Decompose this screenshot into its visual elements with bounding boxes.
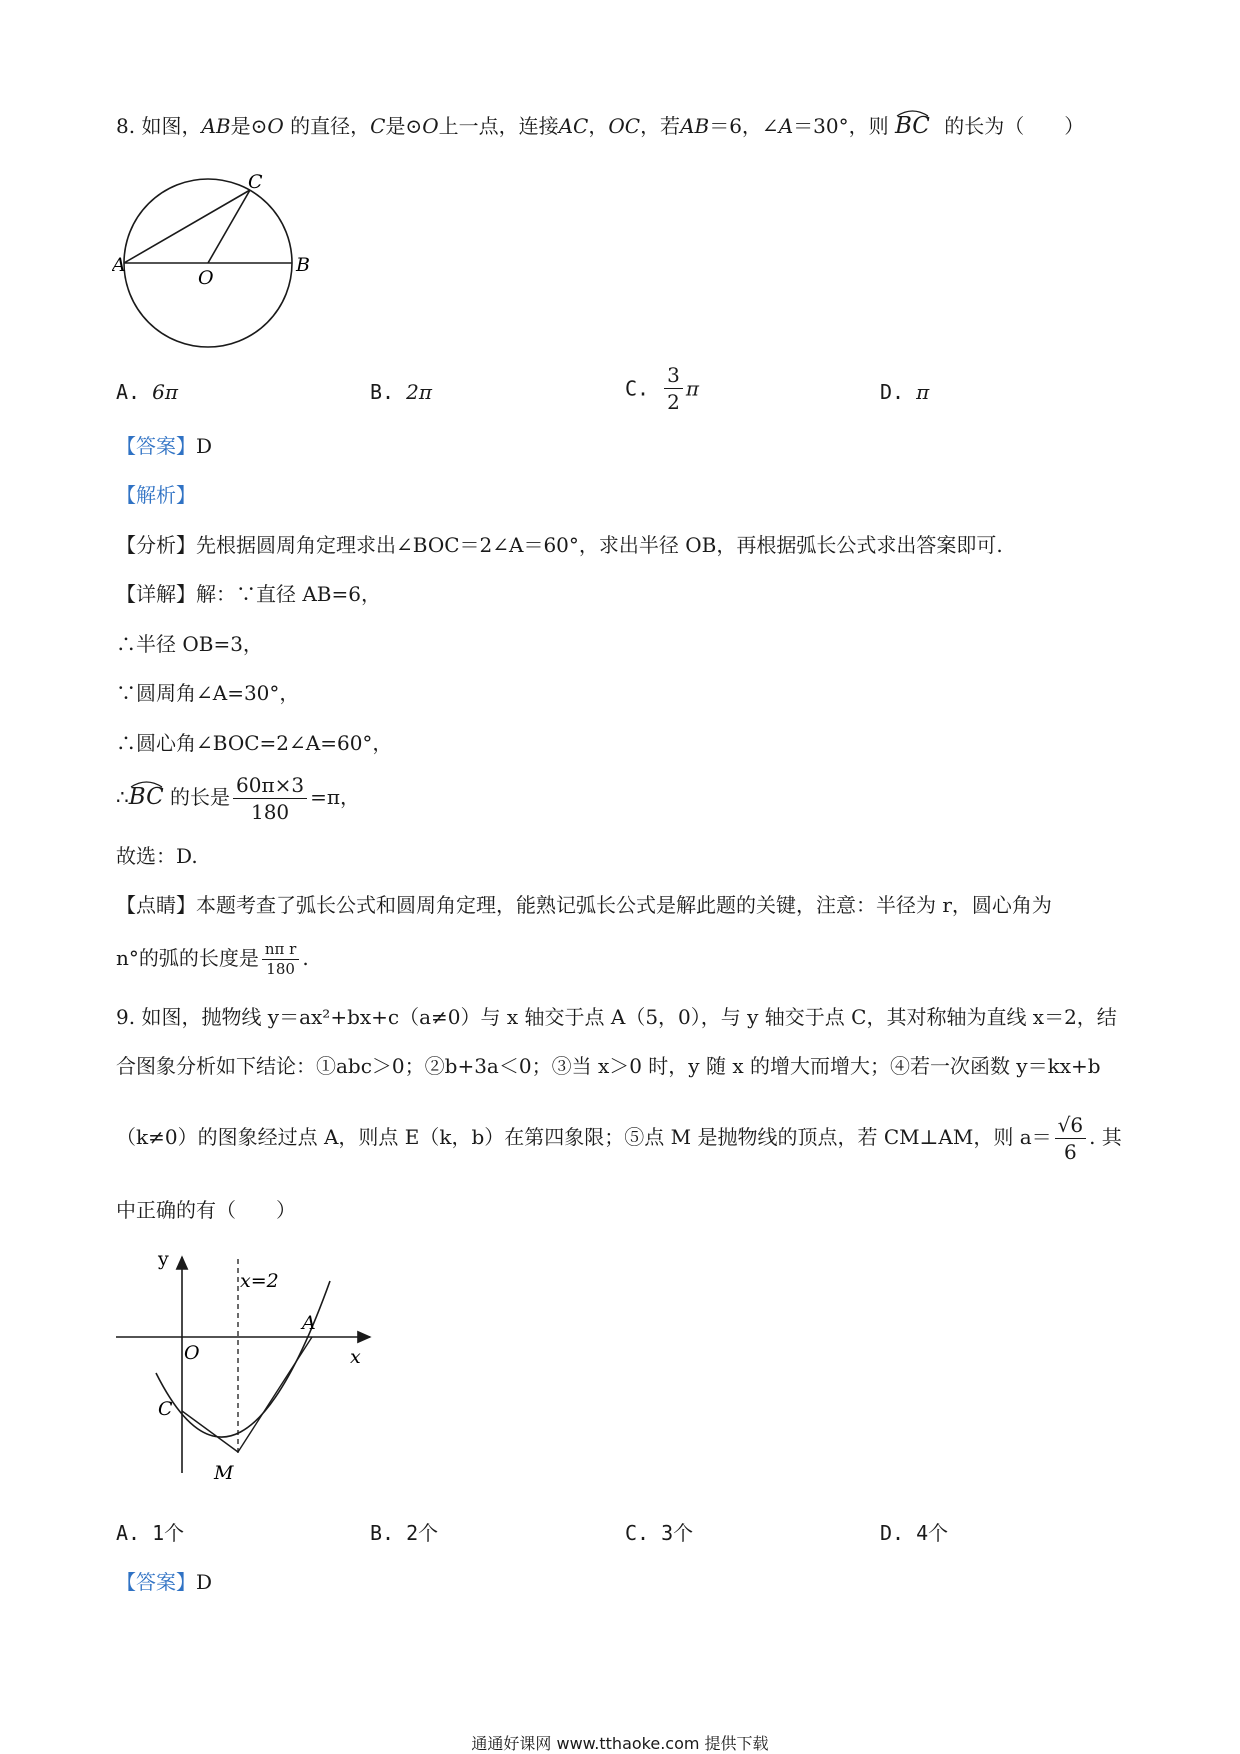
q9-option-b[interactable]: B. 2个: [370, 1521, 439, 1545]
q8-choose: 故选：D.: [116, 844, 198, 868]
q8-option-b[interactable]: B. 2π: [370, 380, 433, 404]
q8-option-a[interactable]: A. 6π: [116, 380, 179, 404]
q9-parabola-figure: [112, 1245, 382, 1485]
q8-step4: ∴BC 的长是 $\frac{60\pi\times 3}{180}$ =π，: [116, 773, 361, 824]
label-o: O: [198, 267, 214, 289]
q8-dianjing-2: n°的弧的长度是 $\frac{\text{nπ r}}{180}$ .: [116, 940, 309, 978]
q9-stem-4: 中正确的有（ ）: [116, 1198, 296, 1222]
q8-option-c[interactable]: C. $\frac{3}{2}$ π: [625, 363, 700, 414]
label-m: M: [214, 1462, 234, 1484]
segment-am: [238, 1337, 312, 1452]
q8-answer: 【答案】D: [116, 434, 213, 458]
label-b: B: [296, 254, 310, 276]
arc-bc-step: BC: [129, 784, 164, 810]
arc-mark: [129, 780, 164, 788]
q8-circle-figure: [112, 168, 322, 348]
q8-step1: ∴半径 OB=3，: [116, 632, 263, 656]
label-o: O: [184, 1342, 200, 1364]
label-axis: x=2: [240, 1270, 279, 1292]
q8-dianjing: 【点睛】本题考查了弧长公式和圆周角定理，能熟记弧长公式是解此题的关键，注意：半径为 r，圆心角为: [116, 893, 1052, 917]
q9-option-c[interactable]: C. 3个: [625, 1521, 694, 1545]
q9-option-a[interactable]: A. 1个: [116, 1521, 185, 1545]
label-c: C: [248, 171, 263, 193]
q9-answer: 【答案】D: [116, 1570, 213, 1594]
label-x: x: [350, 1346, 361, 1368]
label-a: A: [112, 254, 126, 276]
q8-step2: ∵圆周角∠A=30°，: [116, 681, 300, 705]
q8-stem: 8. 如图，AB是⊙O 的直径，C是⊙O上一点，连接AC，OC，若AB＝6，∠A＝30°，则 BC 的长为（ ）: [116, 112, 1084, 140]
arc-bc: BC: [895, 113, 930, 139]
q8-option-d[interactable]: D. π: [880, 380, 930, 404]
radius-oc: [208, 190, 250, 263]
q8-fenxi: 【分析】先根据圆周角定理求出∠BOC＝2∠A＝60°，求出半径 OB，再根据弧长公式求出答案即可.: [116, 533, 1003, 557]
q8-step3: ∴圆心角∠BOC=2∠A=60°，: [116, 731, 393, 755]
q8-xiangjie: 【详解】解：∵直径 AB=6，: [116, 582, 381, 606]
segment-cm: [182, 1411, 238, 1452]
label-c: C: [158, 1398, 173, 1420]
q9-stem-2: 合图象分析如下结论：①abc＞0；②b+3a＜0；③当 x＞0 时，y 随 x 的增大而增大；④若一次函数 y＝kx+b: [116, 1054, 1101, 1078]
label-a: A: [302, 1312, 316, 1334]
q8-analysis-tag: 【解析】: [116, 483, 196, 507]
page-footer: 通通好课网 www.tthaoke.com 提供下载: [471, 1734, 769, 1753]
label-y: y: [158, 1248, 169, 1270]
arc-mark: [895, 109, 930, 117]
q9-stem-3: （k≠0）的图象经过点 A，则点 E（k，b）在第四象限；⑤点 M 是抛物线的顶点，若 CM⊥AM，则 a＝ $\frac{√6}{6}$ . 其: [116, 1113, 1122, 1164]
q9-stem-1: 9. 如图，抛物线 y＝ax²+bx+c（a≠0）与 x 轴交于点 A（5，0），与 y 轴交于点 C，其对称轴为直线 x＝2，结: [116, 1005, 1117, 1029]
q9-option-d[interactable]: D. 4个: [880, 1521, 949, 1545]
chord-ac: [124, 190, 250, 263]
